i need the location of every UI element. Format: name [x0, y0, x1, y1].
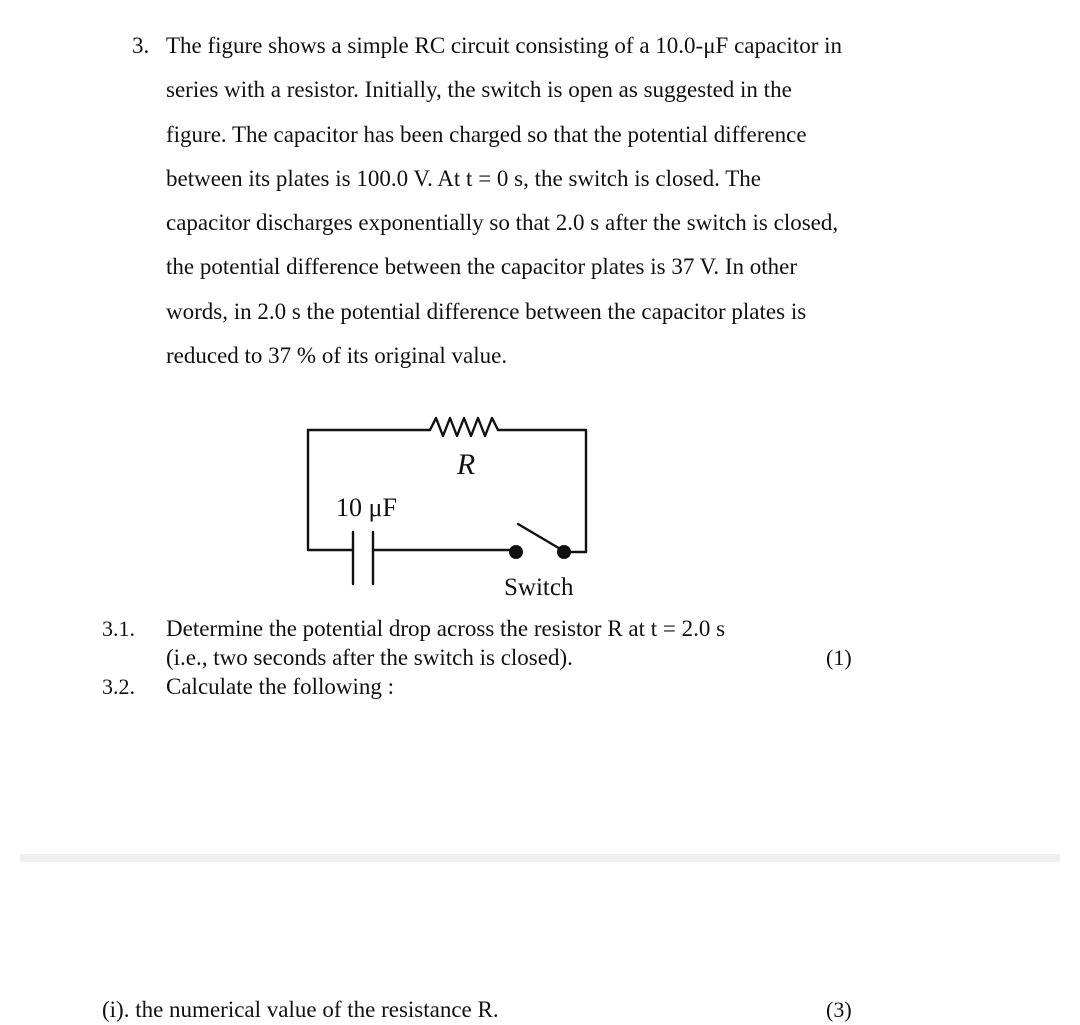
page-divider: [20, 854, 1060, 862]
intro-line-7: words, in 2.0 s the potential difference between the capacitor plates is: [166, 298, 807, 324]
wire-top-left: [308, 430, 353, 550]
q32i-text: (i). the numerical value of the resistance R.: [102, 997, 499, 1022]
q31-number: 3.1.: [102, 616, 135, 641]
intro-line-3: figure. The capacitor has been charged so that the potential difference: [166, 121, 807, 147]
intro-line-1: The figure shows a simple RC circuit consisting of a 10.0-μF capacitor in: [166, 33, 842, 58]
switch-terminal-left: [509, 545, 523, 559]
intro-line-6: the potential difference between the capacitor plates is 37 V. In other: [166, 254, 797, 280]
capacitor-label: 10 μF: [336, 493, 397, 522]
question-number: 3.: [132, 33, 150, 58]
q32-text: Calculate the following :: [166, 674, 395, 699]
switch-terminal-right: [557, 545, 571, 559]
intro-line-4: between its plates is 100.0 V. At t = 0 s, the switch is closed. The: [166, 165, 761, 191]
intro-line-2: series with a resistor. Initially, the switch is open as suggested in the: [166, 77, 792, 103]
q32-number: 3.2.: [102, 674, 135, 699]
q31-marks: (1): [826, 645, 852, 670]
q31-line-1: Determine the potential drop across the resistor R at t = 2.0 s: [166, 616, 726, 641]
q31-line-2: (i.e., two seconds after the switch is closed).: [166, 645, 573, 670]
switch-label: Switch: [504, 574, 574, 601]
resistor-label: R: [456, 448, 476, 481]
q32i-marks: (3): [826, 997, 852, 1022]
wire-top-right: [498, 430, 586, 552]
question-intro: [166, 30, 956, 384]
rc-circuit-diagram: [290, 400, 620, 610]
intro-line-5: capacitor discharges exponentially so that 2.0 s after the switch is closed,: [166, 210, 839, 236]
resistor-symbol: [430, 418, 498, 436]
switch-blade: [518, 524, 562, 550]
intro-line-8: reduced to 37 % of its original value.: [166, 343, 508, 369]
